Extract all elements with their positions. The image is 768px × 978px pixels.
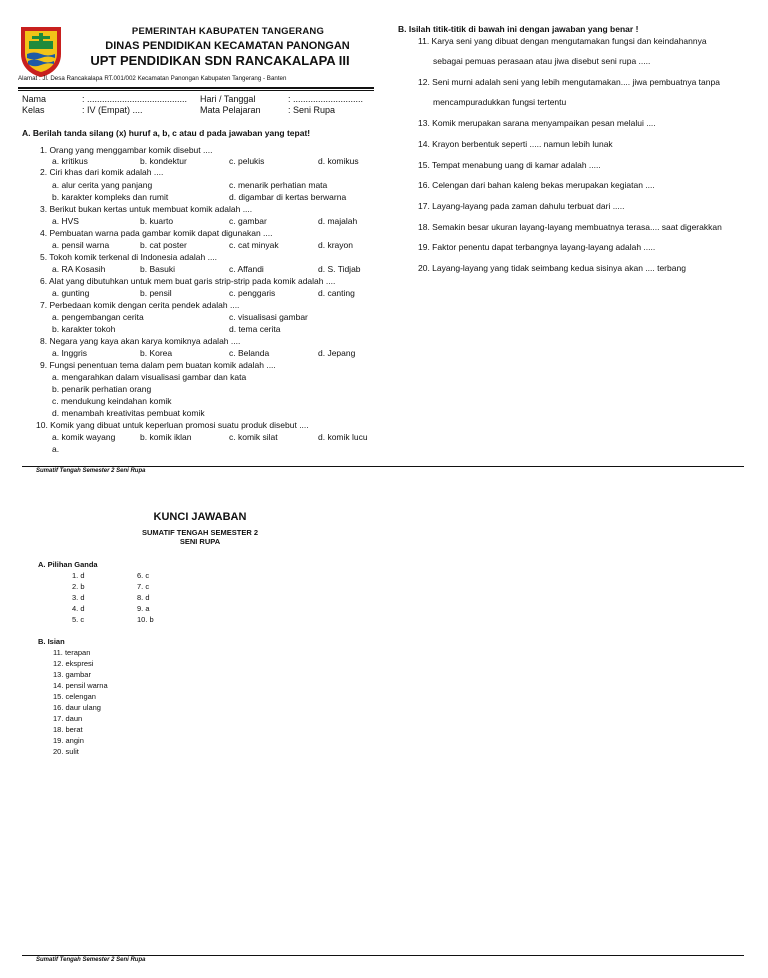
option[interactable]: c. komik silat — [229, 432, 278, 442]
mapel-value: : Seni Rupa — [288, 105, 336, 115]
option[interactable]: c. gambar — [229, 216, 267, 226]
option[interactable]: d. tema cerita — [229, 324, 281, 334]
key-isian-item: 17. daun — [53, 714, 83, 723]
key-pg-title: A. Pilihan Ganda — [38, 560, 98, 569]
tangerang-regency-logo-icon — [18, 24, 64, 78]
option[interactable]: d. komikus — [318, 156, 359, 166]
key-pg-item: 10. b — [137, 615, 154, 624]
option[interactable]: c. mendukung keindahan komik — [52, 396, 172, 406]
question-19: 19. Faktor penentu dapat terbangnya layang-layang adalah ..... — [418, 242, 656, 252]
section-b-title: B. Isilah titik-titik di bawah ini dengan jawaban yang benar ! — [398, 24, 639, 34]
key-isian-item: 11. terapan — [53, 648, 91, 657]
option[interactable]: a. — [52, 444, 60, 454]
option[interactable]: a. Inggris — [52, 348, 87, 358]
letterhead-address: Alamat : Jl. Desa Rancakalapa RT.001/002 Kecamatan Panongan Kabupaten Tangerang - Banten — [18, 75, 287, 82]
question-4: 4. Pembuatan warna pada gambar komik dapat digunakan .... — [40, 228, 273, 238]
key-pg-item: 9. a — [137, 604, 150, 613]
option[interactable]: c. penggaris — [229, 288, 276, 298]
option[interactable]: a. RA Kosasih — [52, 264, 106, 274]
option[interactable]: a. alur cerita yang panjang — [52, 180, 153, 190]
option[interactable]: b. cat poster — [140, 240, 187, 250]
option[interactable]: a. pengembangan cerita — [52, 312, 144, 322]
question-8: 8. Negara yang kaya akan karya komiknya adalah .... — [40, 336, 241, 346]
option[interactable]: b. penarik perhatian orang — [52, 384, 152, 394]
letterhead-school: UPT PENDIDIKAN SDN RANCAKALAPA III — [90, 53, 350, 68]
key-isian-item: 15. celengan — [53, 692, 96, 701]
letterhead-department: DINAS PENDIDIKAN KECAMATAN PANONGAN — [105, 40, 350, 52]
option[interactable]: b. karakter tokoh — [52, 324, 116, 334]
page-footer: Sumatif Tengah Semester 2 Seni Rupa — [36, 468, 146, 474]
option[interactable]: b. Korea — [140, 348, 173, 358]
option[interactable]: d. majalah — [318, 216, 358, 226]
question-17: 17. Layang-layang pada zaman dahulu terbuat dari ..... — [418, 201, 625, 211]
key-pg-item: 1. d — [72, 571, 85, 580]
option[interactable]: a. gunting — [52, 288, 90, 298]
option[interactable]: b. Basuki — [140, 264, 175, 274]
key-isian-item: 14. pensil warna — [53, 681, 108, 690]
key-isian-item: 20. sulit — [53, 747, 79, 756]
mapel-label: Mata Pelajaran — [200, 105, 261, 115]
question-18: 18. Semakin besar ukuran layang-layang membuatnya terasa.... saat digerakkan — [418, 222, 722, 232]
option[interactable]: c. pelukis — [229, 156, 265, 166]
question-13: 13. Komik merupakan sarana menyampaikan pesan melalui .... — [418, 118, 656, 128]
option[interactable]: a. mengarahkan dalam visualisasi gambar dan kata — [52, 372, 247, 382]
question-14: 14. Krayon berbentuk seperti ..... namun lebih lunak — [418, 139, 613, 149]
question-9: 9. Fungsi penentuan tema dalam pem buatan komik adalah .... — [40, 360, 276, 370]
nama-value[interactable]: : ........................................ — [82, 94, 188, 104]
option[interactable]: d. canting — [318, 288, 355, 298]
key-pg-item: 4. d — [72, 604, 85, 613]
question-11: 11. Karya seni yang dibuat dengan mengutamakan fungsi dan keindahannya — [418, 36, 707, 46]
kelas-label: Kelas — [22, 105, 45, 115]
option[interactable]: d. komik lucu — [318, 432, 368, 442]
option[interactable]: d. S. Tidjab — [318, 264, 361, 274]
key-pg-item: 8. d — [137, 593, 150, 602]
key-pg-item: 6. c — [137, 571, 150, 580]
question-12-cont: mencampuradukkan fungsi tertentu — [433, 97, 567, 107]
question-10: 10. Komik yang dibuat untuk keperluan promosi suatu produk disebut .... — [36, 420, 309, 430]
option[interactable]: b. pensil — [140, 288, 172, 298]
option[interactable]: b. kondektur — [140, 156, 187, 166]
option[interactable]: b. komik iklan — [140, 432, 192, 442]
option[interactable]: c. Belanda — [229, 348, 270, 358]
key-isian-item: 12. ekspresi — [53, 659, 94, 668]
key-isian-item: 13. gambar — [53, 670, 91, 679]
option[interactable]: d. krayon — [318, 240, 353, 250]
question-2: 2. Ciri khas dari komik adalah .... — [40, 167, 164, 177]
key-isian-item: 16. daur ulang — [53, 703, 101, 712]
key-isian-item: 18. berat — [53, 725, 83, 734]
section-a-title: A. Berilah tanda silang (x) huruf a, b, c atau d pada jawaban yang tepat! — [22, 128, 311, 138]
question-15: 15. Tempat menabung uang di kamar adalah ..... — [418, 160, 601, 170]
key-title: KUNCI JAWABAN — [153, 511, 247, 523]
key-pg-item: 7. c — [137, 582, 150, 591]
option[interactable]: a. komik wayang — [52, 432, 116, 442]
question-11-cont: sebagai pemuas perasaan atau jiwa disebut seni rupa ..... — [433, 56, 651, 66]
option[interactable]: c. visualisasi gambar — [229, 312, 308, 322]
question-5: 5. Tokoh komik terkenal di Indonesia adalah .... — [40, 252, 218, 262]
key-subtitle-1: SUMATIF TENGAH SEMESTER 2 — [141, 528, 259, 537]
letterhead-rule — [18, 87, 374, 89]
key-isian-title: B. Isian — [38, 637, 65, 646]
option[interactable]: d. Jepang — [318, 348, 356, 358]
option[interactable]: b. kuarto — [140, 216, 174, 226]
nama-label: Nama — [22, 94, 47, 104]
key-subtitle-2: SENI RUPA — [179, 537, 221, 546]
question-7: 7. Perbedaan komik dengan cerita pendek adalah .... — [40, 300, 240, 310]
question-6: 6. Alat yang dibutuhkan untuk mem buat garis strip-strip pada komik adalah .... — [40, 276, 336, 286]
option[interactable]: c. menarik perhatian mata — [229, 180, 328, 190]
footer-rule-2 — [22, 955, 744, 956]
option[interactable]: c. Affandi — [229, 264, 264, 274]
option[interactable]: a. kritikus — [52, 156, 88, 166]
hari-value[interactable]: : ............................ — [288, 94, 364, 104]
option[interactable]: c. cat minyak — [229, 240, 279, 250]
key-pg-item: 3. d — [72, 593, 85, 602]
question-1: 1. Orang yang menggambar komik disebut .... — [40, 145, 213, 155]
question-20: 20. Layang-layang yang tidak seimbang kedua sisinya akan .... terbang — [418, 263, 686, 273]
hari-label: Hari / Tanggal — [200, 94, 256, 104]
footer-rule — [22, 466, 744, 467]
option[interactable]: d. menambah kreativitas pembuat komik — [52, 408, 205, 418]
option[interactable]: d. digambar di kertas berwarna — [229, 192, 347, 202]
option[interactable]: a. pensil warna — [52, 240, 110, 250]
page-footer-2: Sumatif Tengah Semester 2 Seni Rupa — [36, 957, 146, 963]
question-3: 3. Berikut bukan kertas untuk membuat komik adalah .... — [40, 204, 253, 214]
letterhead-rule-thin — [18, 90, 374, 91]
question-12: 12. Seni murni adalah seni yang lebih mengutamakan.... jiwa pembuatnya tanpa — [418, 77, 720, 87]
key-isian-item: 19. angin — [53, 736, 84, 745]
key-pg-item: 5. c — [72, 615, 85, 624]
option[interactable]: a. HVS — [52, 216, 79, 226]
kelas-value: : IV (Empat) .... — [82, 105, 143, 115]
key-pg-item: 2. b — [72, 582, 85, 591]
question-16: 16. Celengan dari bahan kaleng bekas merupakan kegiatan .... — [418, 180, 655, 190]
letterhead-government: PEMERINTAH KABUPATEN TANGERANG — [131, 26, 325, 37]
option[interactable]: b. karakter kompleks dan rumit — [52, 192, 169, 202]
